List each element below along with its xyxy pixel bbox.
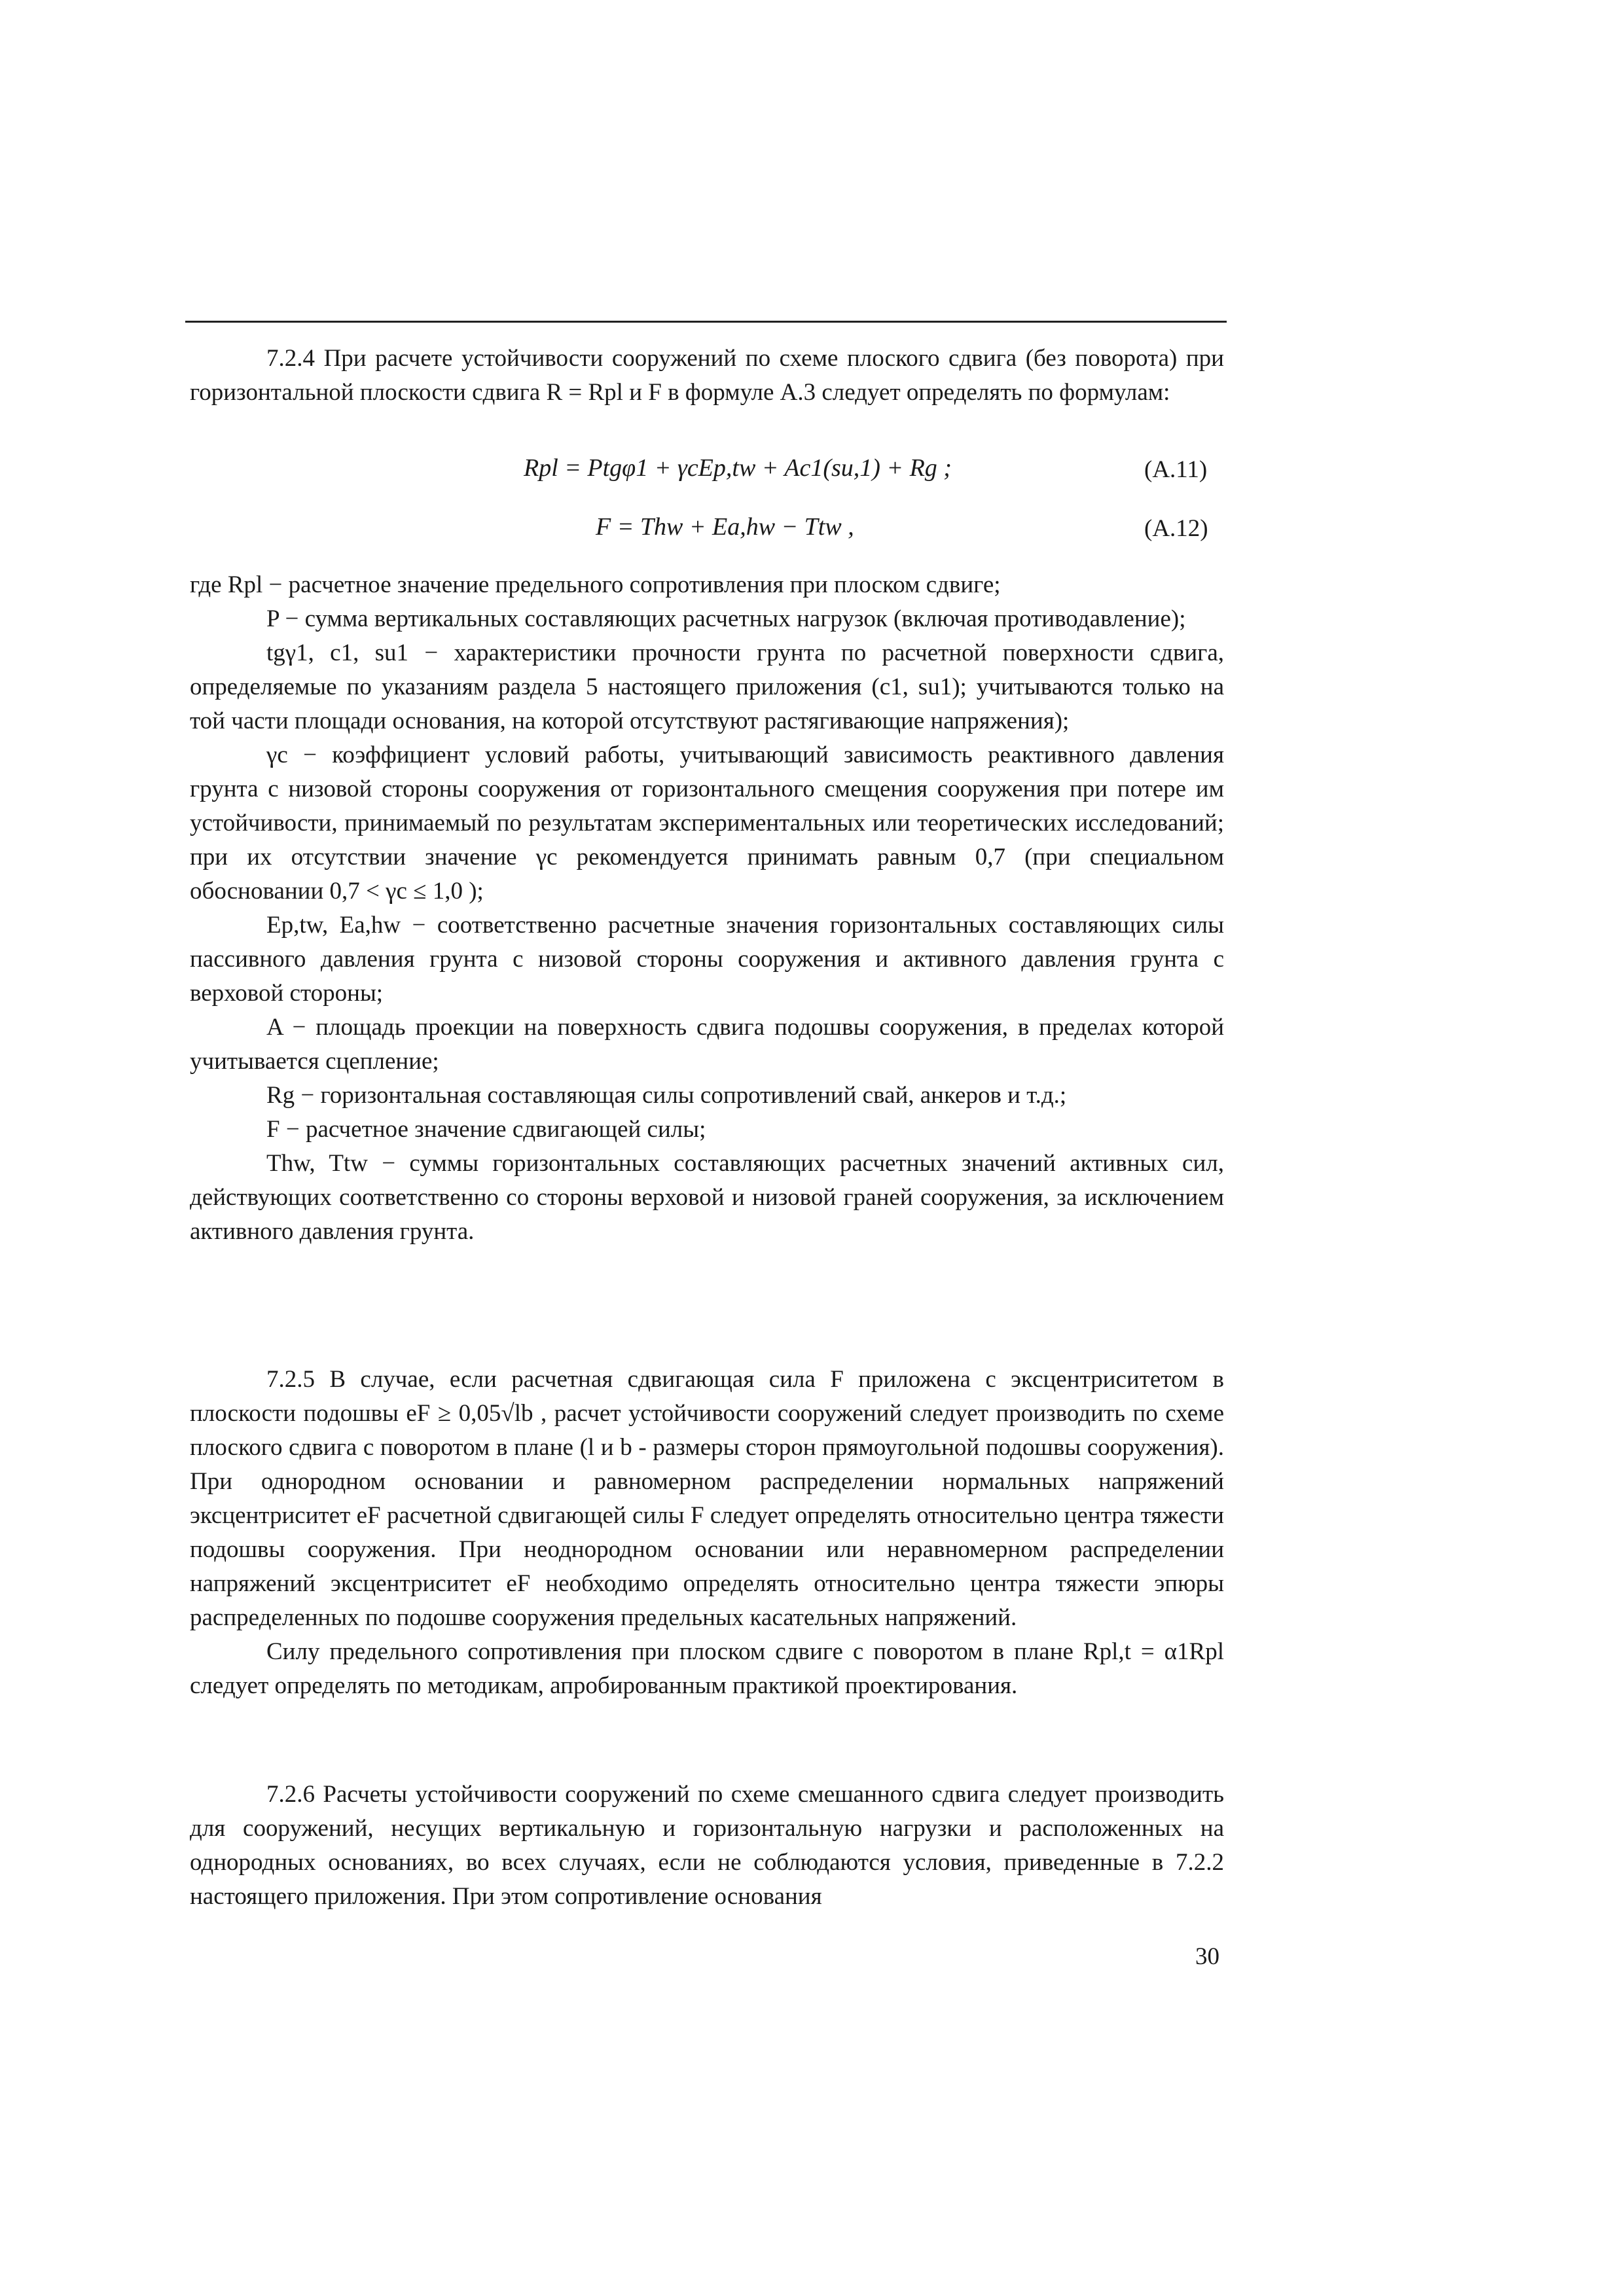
- formula-a12: F = Thw + Ea,hw − Ttw ,: [596, 513, 854, 541]
- formula-a11: Rpl = Ptgφ1 + γcEp,tw + Ac1(su,1) + Rg ;: [524, 454, 952, 482]
- definition-a: A − площадь проекции на поверхность сдвига подошвы сооружения, в пределах которой учитывается сцепление;: [190, 1014, 1224, 1075]
- formula-a11-number: (А.11): [1144, 456, 1208, 483]
- page-number: 30: [1195, 1943, 1219, 1970]
- definition-rg: Rg − горизонтальная составляющая силы сопротивлений свай, анкеров и т.д.;: [266, 1082, 1067, 1109]
- paragraph-7-2-5: 7.2.5 В случае, если расчетная сдвигающая сила F приложена с эксцентриситетом в плоскости подошвы eF ≥ 0,05√lb , расчет устойчивости сооружений следует производить по схеме плоского сдвига с поворотом в плане (l и b - размеры сторон прямоугольной подошвы сооружения). При однородном основании и равномерном распределении нормальных напряжений эксцентриситет eF расчетной сдвигающей силы F следует определять относительно центра тяжести подошвы сооружения. При неоднородном основании или неравномерном распределении напряжений эксцентриситет eF необходимо определять относительно центра тяжести эпюры распределенных по подошве сооружения предельных касательных напряжений.: [190, 1366, 1224, 1631]
- section-7-2-4: [190, 342, 1224, 410]
- paragraph-7-2-4: 7.2.4 При расчете устойчивости сооружений по схеме плоского сдвига (без поворота) при горизонтальной плоскости сдвига R = Rpl и F в формуле А.3 следует определять по формулам:: [190, 345, 1224, 406]
- definition-gamma: γc − коэффициент условий работы, учитывающий зависимость реактивного давления грунта с низовой стороны сооружения от горизонтального смещения сооружения при потере им устойчивости, принимаемый по результатам экспериментальных или теоретических исследований; при их отсутствии значение γc рекомендуется принимать равным 0,7 (при специальном обосновании 0,7 < γc ≤ 1,0 );: [190, 742, 1224, 905]
- definitions-list: [190, 568, 1224, 1249]
- section-7-2-5: [190, 1363, 1224, 1703]
- paragraph-7-2-5-b: Силу предельного сопротивления при плоском сдвиге с поворотом в плане Rpl,t = α1Rpl следует определять по методикам, апробированным практикой проектирования.: [190, 1638, 1224, 1699]
- section-7-2-6: [190, 1778, 1224, 1914]
- definition-tg: tgγ1, c1, su1 − характеристики прочности грунта по расчетной поверхности сдвига, определяемые по указаниям раздела 5 настоящего приложения (c1, su1); учитываются только на той части площади основания, на которой отсутствуют растягивающие напряжения);: [190, 639, 1224, 734]
- definition-f: F − расчетное значение сдвигающей силы;: [266, 1116, 706, 1143]
- header-rule: [185, 321, 1227, 323]
- definition-e: Ep,tw, Ea,hw − соответственно расчетные значения горизонтальных составляющих силы пассивного давления грунта с низовой стороны сооружения и активного давления грунта с верховой стороны;: [190, 912, 1224, 1007]
- definition-rpl: где Rpl − расчетное значение предельного сопротивления при плоском сдвиге;: [190, 571, 1001, 598]
- paragraph-7-2-6: 7.2.6 Расчеты устойчивости сооружений по схеме смешанного сдвига следует производить для сооружений, несущих вертикальную и горизонтальную нагрузки и расположенных на однородных основаниях, во всех случаях, если не соблюдаются условия, приведенные в 7.2.2 настоящего приложения. При этом сопротивление основания: [190, 1781, 1224, 1910]
- definition-t: Thw, Ttw − суммы горизонтальных составляющих расчетных значений активных сил, действующих соответственно со стороны верховой и низовой граней сооружения, за исключением активного давления грунта.: [190, 1150, 1224, 1245]
- definition-p: P − сумма вертикальных составляющих расчетных нагрузок (включая противодавление);: [266, 605, 1186, 632]
- formula-a12-number: (А.12): [1144, 515, 1208, 542]
